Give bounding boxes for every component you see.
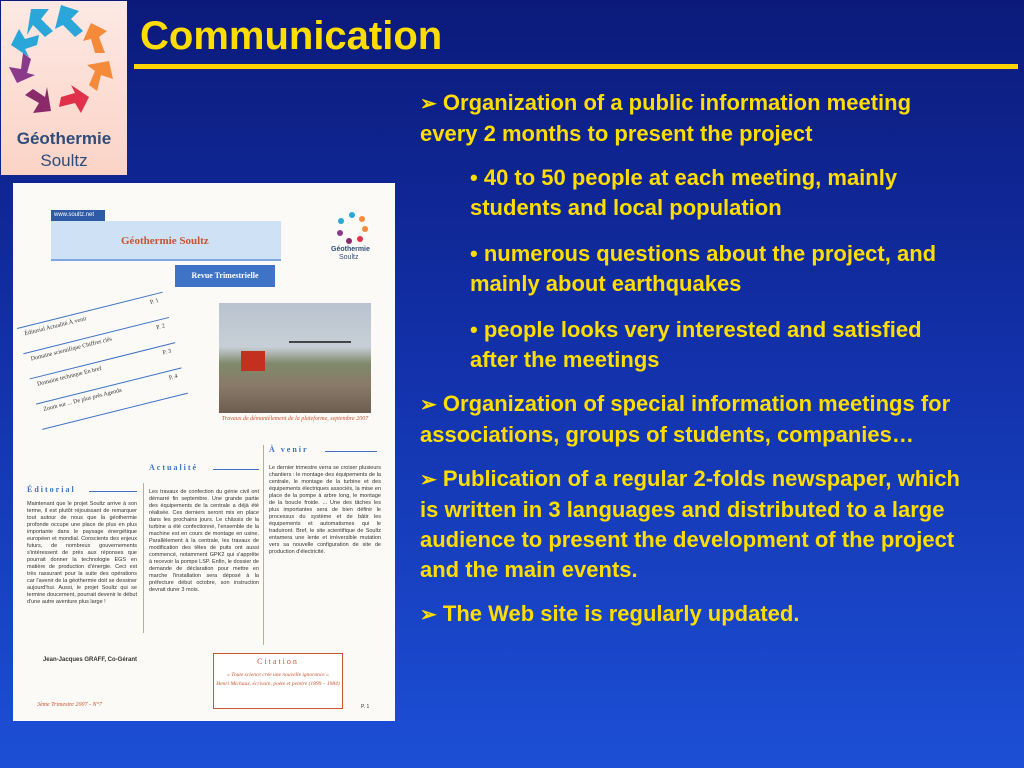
actualite-heading-line (213, 469, 259, 470)
bullet-text: 40 to 50 people at each meeting, mainly students and local population (470, 165, 898, 220)
avenir-heading-line (325, 451, 377, 452)
toc-label: Domaine scientifique Chiffres clés (30, 336, 113, 363)
newsletter-url: www.soultz.net (51, 210, 105, 221)
logo-text-soultz: Soultz (40, 151, 88, 170)
dot-bullet-icon: • (470, 165, 478, 190)
newsletter-image (13, 183, 395, 721)
arrow-bullet-icon: ➢ (420, 469, 437, 491)
editorial-heading-line (89, 491, 137, 492)
dot-bullet-icon: • (470, 241, 478, 266)
slide-title: Communication (140, 14, 443, 58)
citation-author: Henri Michaux, écrivain, poète et peintre (1899 – 1984) (216, 681, 340, 687)
avenir-heading: À venir (269, 445, 309, 454)
toc-page: P. 1 (149, 298, 160, 306)
newsletter-logo-icon (335, 211, 369, 245)
toc-label: Zoom sur ... De plus près Agenda (42, 387, 123, 413)
newsletter-logo-text-1: Géothermie (331, 246, 370, 253)
arrow-bullet-icon: ➢ (420, 394, 437, 416)
arrow-bullet-icon: ➢ (420, 604, 437, 626)
editorial-signature: Jean-Jacques GRAFF, Co-Gérant (42, 657, 137, 663)
editorial-text: Maintenant que le projet Soultz arrive à son terme, il est plutôt réjouissant de remarquer tout autour de nous que la géothermie profonde occupe une place de plus en plus importante dans le paysage énergétique européen et mondial. Conscients des enjeux futurs, de nombreux gouvernements s'intéressent de près aux réponses que pourrait donner la technologie EGS en matière de production d'énergie. Ceci est très rassurant pour la suite des opérations car l'avenir de la géothermie doit se dessiner aujourd'hui. Aussi, le projet Soultz qui se termine doucement, pourrait devenir le début d'une autre aventure plus large ! (27, 501, 137, 605)
newsletter-title: Géothermie Soultz (121, 235, 209, 247)
photo-caption: Travaux de démantèlement de la plateforme, septembre 2007 (221, 416, 369, 422)
bullet-item (420, 464, 960, 585)
column-rule (263, 445, 264, 645)
bullet-item (420, 389, 960, 450)
bullet-item (420, 599, 960, 630)
bullet-text: people looks very interested and satisfied after the meetings (470, 317, 922, 372)
avenir-text: Le dernier trimestre verra se croiser plusieurs chantiers : le montage des équipements de la centrale, le montage de la turbine et des équipements électriques associés, la mise en place de la pompe à arbre long, le montage de la boucle froide. ... Une des tâches les plus importantes sera de bien définir le processus du système et de bâtir les équipements et automatismes qui le traduiront. Bref, le site scientifique de Soultz entamera une lente et irréversible mutation vers sa nouvelle configuration de site de production d'électricité. (269, 465, 381, 555)
geothermie-arrows-icon (1, 1, 127, 129)
column-rule (143, 483, 144, 633)
bullet-text: Organization of special information meetings for associations, groups of students, companies… (420, 391, 951, 447)
bullet-item (420, 88, 960, 149)
sub-bullet-item (470, 163, 960, 223)
bullet-text: Publication of a regular 2-folds newspaper, which is written in 3 languages and distributed to a large audience to present the development of the project and the main events. (420, 466, 960, 582)
sub-bullet-item (470, 315, 960, 375)
bullet-text: numerous questions about the project, and mainly about earthquakes (470, 241, 937, 296)
arrow-bullet-icon: ➢ (420, 93, 437, 115)
dot-bullet-icon: • (470, 317, 478, 342)
bullet-list (420, 88, 960, 644)
bullet-text: The Web site is regularly updated. (442, 601, 800, 626)
actualite-heading: Actualité (149, 463, 199, 472)
title-underline (134, 64, 1018, 69)
actualite-text: Les travaux de confection du génie civil ont démarré fin septembre. Une grande partie des équipements de la centrale a déjà été réalisée. Ces derniers seront mis en place dans les prochains jours. Le châssis de la turbine a été confectionné, l'ensemble de la machine est en cours de montage en usine. Parallèlement à la centrale, les travaux de modification des têtes de puits ont aussi commencé, notamment GPK2 qui s'apprête à recevoir la pompe LSP. Enfin, le dossier de demande de déclaration pour mettre en marche l'installation sera déposé à la préfecture début octobre, son instruction devrait durer 3 mois. (149, 489, 259, 593)
citation-heading: Citation (257, 657, 299, 666)
bullet-text: Organization of a public information meeting every 2 months to present the project (420, 90, 912, 146)
editorial-heading: Éditorial (27, 485, 76, 494)
toc-page: P. 3 (162, 348, 172, 357)
newsletter-photo (219, 303, 371, 413)
newsletter-footer: 3ème Trimestre 2007 - N°7 (37, 702, 102, 708)
photo-red-structure (241, 351, 265, 371)
toc-page: P. 2 (155, 323, 166, 332)
toc-label: Éditorial Actualité À venir (24, 315, 88, 338)
citation-box (213, 653, 343, 709)
toc-label: Domaine technique En bref (36, 365, 103, 388)
toc-page: P. 4 (168, 373, 179, 382)
sub-bullet-item (470, 239, 960, 299)
newsletter-logo-text-2: Soultz (339, 254, 359, 261)
logo-text-geothermie: Géothermie (16, 129, 112, 148)
newsletter-page-number: P. 1 (361, 704, 370, 710)
citation-quote: « Toute science crée une nouvelle ignorance » (227, 672, 329, 678)
geothermie-logo (1, 1, 127, 175)
newsletter-toc (17, 292, 192, 445)
photo-crane (289, 341, 351, 343)
newsletter-subtitle: Revue Trimestrielle (175, 265, 275, 287)
